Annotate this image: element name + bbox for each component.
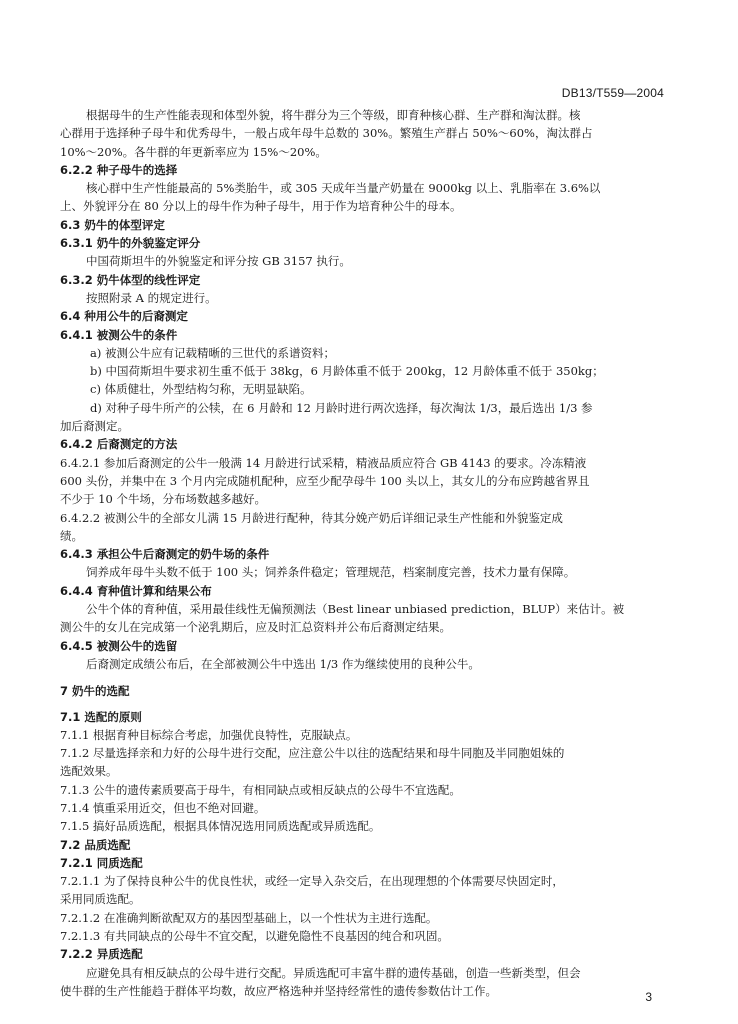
clause-line: 6.4.2.2 被测公牛的全部女儿满 15 月龄进行配种，待其分娩产奶后详细记录生产性能和外貌鉴定成 xyxy=(60,510,563,525)
section-heading: 6.3.2 奶牛体型的线性评定 xyxy=(60,272,201,287)
body-line: 采用同质选配。 xyxy=(60,892,141,907)
body-line: 不少于 10 个牛场，分布场数越多越好。 xyxy=(60,492,266,507)
section-heading: 6.3 奶牛的体型评定 xyxy=(60,217,165,232)
section-heading: 6.3.1 奶牛的外貌鉴定评分 xyxy=(60,236,201,251)
body-line: 600 头份，并集中在 3 个月内完成随机配种，应至少配孕母牛 100 头以上，其女儿的分布应跨越省界且 xyxy=(60,473,590,488)
list-item: c) 体质健壮，外型结构匀称，无明显缺陷。 xyxy=(90,382,312,397)
document-code: DB13/T559—2004 xyxy=(561,86,664,100)
body-line: 使牛群的生产性能趋于群体平均数，故应严格选种并坚持经常性的遗传参数估计工作。 xyxy=(60,983,497,998)
section-heading: 6.4.4 育种值计算和结果公布 xyxy=(60,583,212,598)
body-line: 10%～20%。各牛群的年更新率应为 15%～20%。 xyxy=(60,144,327,159)
clause-line: 7.1.4 慎重采用近交，但也不绝对回避。 xyxy=(60,800,266,815)
chapter-heading: 7 奶牛的选配 xyxy=(60,684,130,699)
section-heading: 6.4 种用公牛的后裔测定 xyxy=(60,309,188,324)
body-line: 心群用于选择种子母牛和优秀母牛，一般占成年母牛总数的 30%。繁殖生产群占 50%～60%，淘汰群占 xyxy=(60,126,593,141)
section-heading: 7.2.2 异质选配 xyxy=(60,947,143,962)
document-body xyxy=(60,106,664,1000)
clause-line: 7.1.1 根据育种目标综合考虑，加强优良特性，克服缺点。 xyxy=(60,727,358,742)
body-line: 测公牛的女儿在完成第一个泌乳期后，应及时汇总资料并公布后裔测定结果。 xyxy=(60,620,451,635)
body-line: 绩。 xyxy=(60,528,83,543)
body-line: 选配效果。 xyxy=(60,764,118,779)
clause-line: 7.2.1.3 有共同缺点的公母牛不宜交配，以避免隐性不良基因的纯合和巩固。 xyxy=(60,929,449,944)
section-heading: 6.4.2 后裔测定的方法 xyxy=(60,437,178,452)
body-line: 应避免具有相反缺点的公母牛进行交配。异质选配可丰富牛群的遗传基础，创造一些新类型，但会 xyxy=(86,965,581,980)
body-line: 加后裔测定。 xyxy=(60,419,129,434)
list-item: a) 被测公牛应有记载精晰的三世代的系谱资料； xyxy=(90,345,335,360)
clause-line: 7.1.2 尽量选择亲和力好的公母牛进行交配，应注意公牛以往的选配结果和母牛同胞及半同胞姐妹的 xyxy=(60,746,565,761)
section-heading: 7.1 选配的原则 xyxy=(60,709,142,724)
body-line: 公牛个体的育种值，采用最佳线性无偏预测法（Best linear unbiased prediction，BLUP）来估计。被 xyxy=(86,602,625,617)
section-heading: 7.2.1 同质选配 xyxy=(60,855,143,870)
body-line: 中国荷斯坦牛的外貌鉴定和评分按 GB 3157 执行。 xyxy=(86,254,351,269)
clause-line: 7.1.5 搞好品质选配，根据具体情况选用同质选配或异质选配。 xyxy=(60,819,381,834)
section-heading: 6.4.1 被测公牛的条件 xyxy=(60,327,178,342)
section-heading: 6.4.3 承担公牛后裔测定的奶牛场的条件 xyxy=(60,547,270,562)
body-line: 按照附录 A 的规定进行。 xyxy=(86,290,217,305)
section-heading: 7.2 品质选配 xyxy=(60,837,131,852)
page-number: 3 xyxy=(645,990,652,1004)
body-line: 核心群中生产性能最高的 5%类胎牛，或 305 天成年当量产奶量在 9000kg 以上、乳脂率在 3.6%以 xyxy=(86,181,601,196)
list-item: b) 中国荷斯坦牛要求初生重不低于 38kg，6 月龄体重不低于 200kg，12 月龄体重不低于 350kg； xyxy=(90,364,604,379)
body-line: 上、外貌评分在 80 分以上的母牛作为种子母牛，用于作为培育种公牛的母本。 xyxy=(60,199,462,214)
clause-line: 7.2.1.1 为了保持良种公牛的优良性状，或经一定导入杂交后，在出现理想的个体需要尽快固定时， xyxy=(60,874,564,889)
list-item: d) 对种子母牛所产的公犊，在 6 月龄和 12 月龄时进行两次选择，每次淘汰 1/3，最后选出 1/3 参 xyxy=(90,400,593,415)
clause-line: 7.1.3 公牛的遗传素质要高于母牛，有相同缺点或相反缺点的公母牛不宜选配。 xyxy=(60,782,461,797)
clause-line: 7.2.1.2 在准确判断欲配双方的基因型基础上，以一个性状为主进行选配。 xyxy=(60,910,438,925)
body-line: 后裔测定成绩公布后，在全部被测公牛中选出 1/3 作为继续使用的良种公牛。 xyxy=(86,656,480,671)
section-heading: 6.4.5 被测公牛的选留 xyxy=(60,638,178,653)
clause-line: 6.4.2.1 参加后裔测定的公牛一般满 14 月龄进行试采精，精液品质应符合 GB 4143 的要求。冷冻精液 xyxy=(60,455,587,470)
section-heading: 6.2.2 种子母牛的选择 xyxy=(60,162,178,177)
body-line: 根据母牛的生产性能表现和体型外貌，将牛群分为三个等级，即育种核心群、生产群和淘汰群。核 xyxy=(86,108,581,122)
body-line: 饲养成年母牛头数不低于 100 头；饲养条件稳定；管理规范，档案制度完善，技术力量有保障。 xyxy=(86,565,576,580)
